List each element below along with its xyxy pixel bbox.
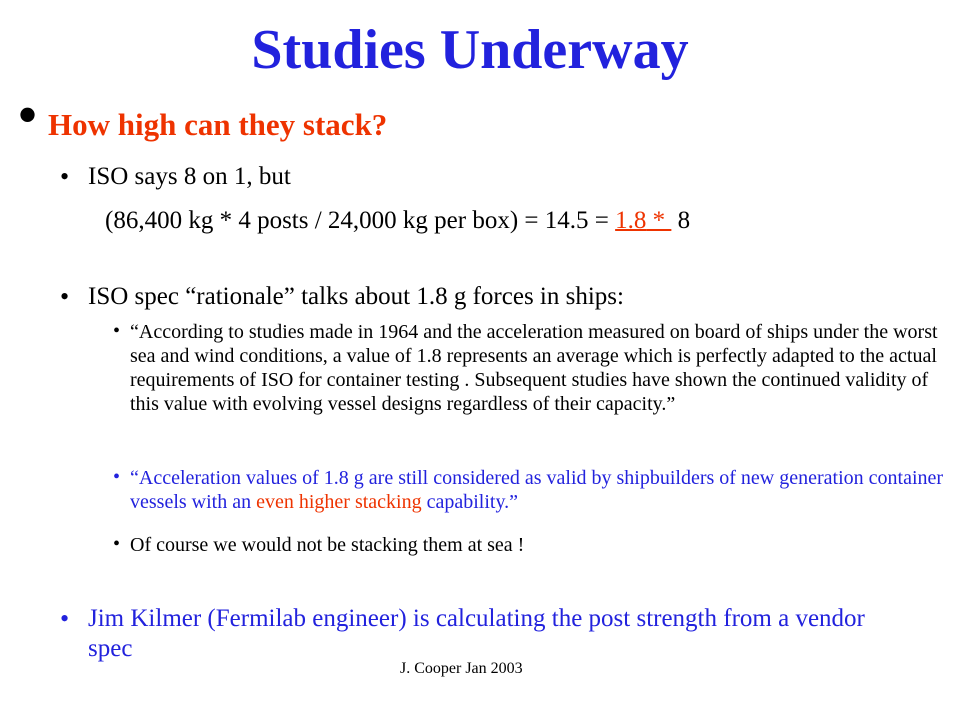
bullet-dot: • bbox=[60, 604, 70, 633]
iso-quote: “According to studies made in 1964 and the acceleration measured on board of ships under the worst sea and wind conditions, a value of 1.8 represents an average which is perfectly adapted to the actual requirements of ISO for container testing . Subsequent studies have shown the continued validity of this value with evolving vessel designs regardless of their capacity.” bbox=[130, 321, 938, 415]
bullet-dot: • bbox=[60, 282, 70, 311]
sea-note: Of course we would not be stacking them at sea ! bbox=[130, 534, 525, 556]
bullet-dot: • bbox=[113, 320, 121, 342]
shipbuilder-quote bbox=[130, 466, 958, 514]
jim-bullet: Jim Kilmer (Fermilab engineer) is calculating the post strength from a vendor spec bbox=[88, 605, 865, 662]
shipbuilder-quote-highlight: even higher stacking bbox=[256, 491, 422, 513]
calculation-count: 8 bbox=[671, 207, 691, 234]
rationale-bullet: ISO spec “rationale” talks about 1.8 g forces in ships: bbox=[88, 283, 624, 310]
slide-title: Studies Underway bbox=[251, 19, 689, 81]
calculation-operator: * bbox=[646, 207, 672, 234]
footer: J. Cooper Jan 2003 bbox=[400, 660, 523, 677]
calculation-prefix: (86,400 kg * 4 posts / 24,000 kg per box) = 14.5 = bbox=[105, 207, 616, 234]
bullet-dot: • bbox=[60, 162, 70, 191]
bullet-dot: • bbox=[113, 533, 121, 555]
shipbuilder-quote-part2: capability.” bbox=[421, 491, 519, 513]
bullet-dot: • bbox=[17, 82, 39, 148]
question-heading: How high can they stack? bbox=[48, 107, 388, 142]
calculation-factor: 1.8 bbox=[615, 207, 647, 234]
calculation-factor-underlined bbox=[615, 207, 671, 234]
iso-bullet: ISO says 8 on 1, but bbox=[88, 163, 291, 190]
shipbuilder-quote-part1: “Acceleration values of 1.8 g are still considered as valid by shipbuilders of new generation container vessels with an bbox=[130, 467, 944, 513]
bullet-dot: • bbox=[113, 466, 121, 488]
calculation-line bbox=[105, 207, 690, 235]
